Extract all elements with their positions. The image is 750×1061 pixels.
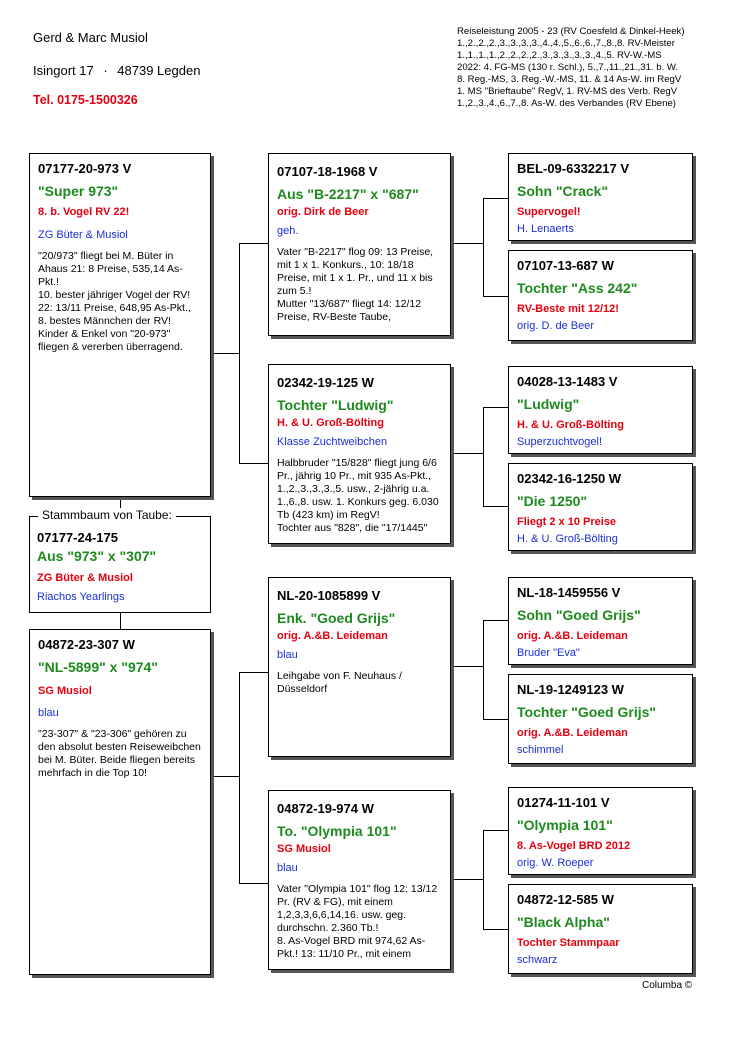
mmm-ring: 04872-12-585 W <box>517 892 614 907</box>
footer-credit: Columba © <box>642 980 693 991</box>
mmf-achievement: 8. As-Vogel BRD 2012 <box>517 840 631 852</box>
address-street: Isingort 17 <box>33 63 94 78</box>
mff-note: Bruder "Eva" <box>517 647 580 659</box>
mfm-card <box>508 674 693 764</box>
mfm-color: schimmel <box>517 744 564 756</box>
subject-ring: 07177-24-175 <box>37 530 118 545</box>
subject-breeder: ZG Büter & Musiol <box>37 572 133 584</box>
performance-line: 8. Reg.-MS, 3. Reg.-W.-MS, 11. & 14 As-W. im RegV <box>457 74 682 85</box>
fm-ring: 02342-19-125 W <box>277 375 374 390</box>
fff-ring: BEL-09-6332217 V <box>517 161 630 176</box>
mf-ring: NL-20-1085899 V <box>277 588 381 603</box>
fff-note: Supervogel! <box>517 206 581 218</box>
fmf-breeder: H. & U. Groß-Bölting <box>517 419 624 431</box>
mmf-name: "Olympia 101" <box>517 817 613 833</box>
performance-line: 1.,1.,1.,1.,2.,2.,2.,2.,3.,3.,3.,3.,3.,4.,5. RV-W.-MS <box>457 50 662 61</box>
ff-color: geh. <box>277 225 299 237</box>
father-card <box>29 153 211 497</box>
fmf-ring: 04028-13-1483 V <box>517 374 618 389</box>
subject-note: Riachos Yearlings <box>37 591 125 603</box>
mother-ring: 04872-23-307 W <box>38 637 135 652</box>
mf-color: blau <box>277 649 298 661</box>
address-city: 48739 Legden <box>117 63 201 78</box>
mm-description: Vater "Olympia 101" flog 12: 13/12 Pr. (RV & FG), mit einem 1,2,3,3,6,6,14,16. usw. geg. durchschn. 2.360 Tb.! 8. As-Vogel BRD mit 974,62 As-Pkt.! 13: 11/10 Pr., mit einem <box>277 883 438 960</box>
fmf-name: "Ludwig" <box>517 396 580 412</box>
ffm-card <box>508 250 693 341</box>
performance-line: 1. MS "Brieftaube" RegV, 1. RV-MS des Verb. RegV <box>457 86 678 97</box>
performance-summary <box>457 26 742 110</box>
mmm-name: "Black Alpha" <box>517 914 610 930</box>
father-ring: 07177-20-973 V <box>38 161 132 176</box>
mother-description: "23-307" & "23-306" gehören zu den absolut besten Reiseweibchen bei M. Büter. Beide fliegen bereits mehrfach in die Top 10! <box>38 728 201 779</box>
phone-number: Tel. 0175-1500326 <box>33 93 138 107</box>
mff-origin: orig. A.&B. Leideman <box>517 630 628 642</box>
father-achievement: 8. b. Vogel RV 22! <box>38 206 130 218</box>
fm-card <box>268 364 451 544</box>
mm-origin: SG Musiol <box>277 843 331 855</box>
mmm-color: schwarz <box>517 954 558 966</box>
father-breeder: ZG Büter & Musiol <box>38 229 128 241</box>
fmm-breeder: H. & U. Groß-Bölting <box>517 533 618 545</box>
performance-line: 1.,2.,3.,4.,6.,7.,8. As-W. des Verbandes (RV Ebene) <box>457 98 677 109</box>
mmm-note: Tochter Stammpaar <box>517 937 620 949</box>
mfm-origin: orig. A.&B. Leideman <box>517 727 628 739</box>
mm-card <box>268 790 451 970</box>
fm-name: Tochter "Ludwig" <box>277 397 394 413</box>
ff-ring: 07107-18-1968 V <box>277 164 378 179</box>
fm-note: Klasse Zuchtweibchen <box>277 436 388 448</box>
mmm-card <box>508 884 693 974</box>
mfm-name: Tochter "Goed Grijs" <box>517 704 657 720</box>
address-separator: · <box>103 63 108 78</box>
ffm-ring: 07107-13-687 W <box>517 258 614 273</box>
fmm-card <box>508 463 693 551</box>
fff-card <box>508 153 693 241</box>
fmm-name: "Die 1250" <box>517 493 588 509</box>
mmf-origin: orig. W. Roeper <box>517 857 594 869</box>
fm-origin: H. & U. Groß-Bölting <box>277 417 384 429</box>
mm-name: To. "Olympia 101" <box>277 823 397 839</box>
mff-card <box>508 577 693 665</box>
mmf-card <box>508 787 693 875</box>
father-description: "20/973" fliegt bei M. Büter in Ahaus 21: 8 Preise, 535,14 As-Pkt.! 10. bester jähriger Vogel der RV! 22: 13/11 Preise, 648,95 As-Pkt., 8. bestes Männchen der RV! Kinder & Enkel von "20-973" fliegen & vererben überragend. <box>38 250 191 353</box>
performance-line: 1.,2.,2.,2.,3.,3.,3.,3.,4.,4.,5.,6.,6.,7.,8.,8. RV-Meister <box>457 38 675 49</box>
mff-ring: NL-18-1459556 V <box>517 585 621 600</box>
mf-name: Enk. "Goed Grijs" <box>277 610 396 626</box>
mm-ring: 04872-19-974 W <box>277 801 374 816</box>
mmf-ring: 01274-11-101 V <box>517 795 610 810</box>
performance-line: Reiseleistung 2005 - 23 (RV Coesfeld & Dinkel-Heek) <box>457 26 685 37</box>
owner-address <box>33 63 200 78</box>
fmf-card <box>508 366 693 454</box>
mother-breeder: SG Musiol <box>38 685 92 697</box>
mf-card <box>268 577 451 757</box>
ff-origin: orig. Dirk de Beer <box>277 206 369 218</box>
fmm-note: Fliegt 2 x 10 Preise <box>517 516 617 528</box>
ff-name: Aus "B-2217" x "687" <box>277 186 419 202</box>
owner-name: Gerd & Marc Musiol <box>33 30 148 45</box>
fff-name: Sohn "Crack" <box>517 183 609 199</box>
ff-description: Vater "B-2217" flog 09: 13 Preise, mit 1 x 1. Konkurs., 10: 18/18 Preise, mit 1 x 1. Pr., und 11 x bis zum 5.! Mutter "13/687" fliegt 14: 12/12 Preise, RV-Beste Taube, <box>277 246 434 323</box>
subject-name: Aus "973" x "307" <box>37 548 157 564</box>
mother-card <box>29 629 211 975</box>
performance-line: 2022: 4. FG-MS (130 r. Schl.), 5.,7.,11.,21.,31. b. W. <box>457 62 679 73</box>
mother-name: "NL-5899" x "974" <box>38 659 158 675</box>
subject-details <box>37 530 207 604</box>
fm-description: Halbbruder "15/828" fliegt jung 6/6 Pr., jährig 10 Pr., mit 935 As-Pkt., 1.,2.,3.,3.,3.,5. usw., 2-jährig u.a. 1.,6.,8. usw. 1. Konkurs geg. 6.030 Tb (423 km) im RegV! Tochter aus "828", die "17/1445" <box>277 457 439 534</box>
fmm-ring: 02342-16-1250 W <box>517 471 622 486</box>
mother-color: blau <box>38 707 59 719</box>
mfm-ring: NL-19-1249123 W <box>517 682 624 697</box>
ff-card <box>268 153 451 336</box>
mf-description: Leihgabe von F. Neuhaus / Düsseldorf <box>277 670 402 695</box>
father-name: "Super 973" <box>38 183 119 199</box>
fff-breeder: H. Lenaerts <box>517 223 574 235</box>
subject-caption: Stammbaum von Taube: <box>38 508 176 522</box>
fmf-note: Superzuchtvogel! <box>517 436 602 448</box>
mff-name: Sohn "Goed Grijs" <box>517 607 641 623</box>
mf-origin: orig. A.&B. Leideman <box>277 630 388 642</box>
ffm-name: Tochter "Ass 242" <box>517 280 638 296</box>
mm-color: blau <box>277 862 298 874</box>
ffm-breeder: orig. D. de Beer <box>517 320 595 332</box>
ffm-note: RV-Beste mit 12/12! <box>517 303 619 315</box>
